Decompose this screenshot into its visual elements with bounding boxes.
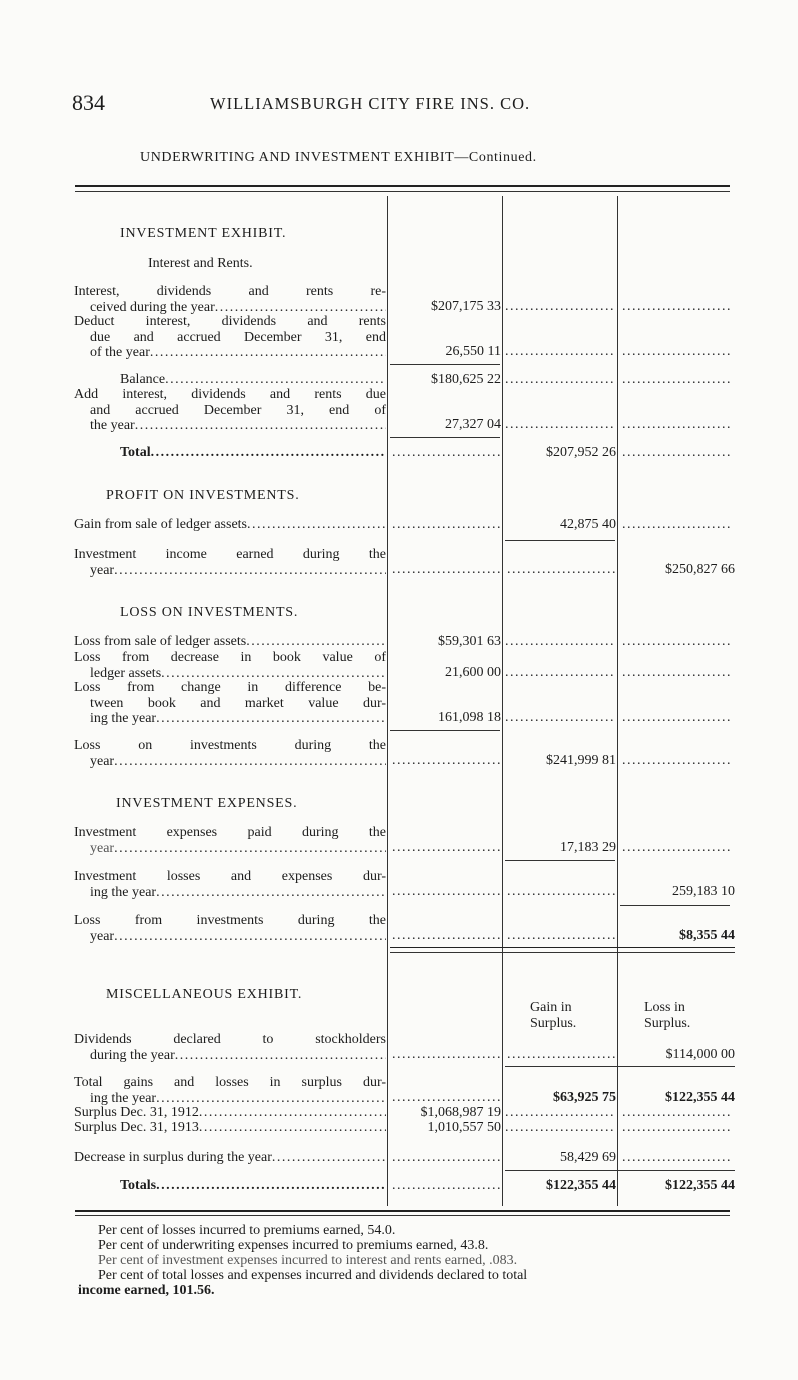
loss-change-value: 161,098 18 [438, 710, 501, 725]
loss-sale-value: $59,301 63 [438, 634, 501, 649]
row-add-label: Add interest, dividends and rents due and accrued December 31, end of the year . . . [74, 387, 386, 434]
footnote-underwriting: Per cent of underwriting expenses incurred to premiums earned, 43.8. [98, 1238, 489, 1253]
loss-total-value: $241,999 81 [546, 753, 616, 768]
add-value: 27,327 04 [445, 417, 501, 432]
surplus-1913-value: 1,010,557 50 [427, 1120, 501, 1135]
investment-exhibit-title: INVESTMENT EXHIBIT. [120, 226, 287, 241]
column-divider-2 [502, 196, 503, 1206]
row-loss-sale-label: Loss from sale of ledger assets . . . [74, 634, 386, 650]
interest-rents-subtitle: Interest and Rents. [148, 256, 253, 271]
gain-value: 42,875 40 [560, 517, 616, 532]
loss-in-surplus-header: Loss in Surplus. [644, 1000, 691, 1031]
gain-in-surplus-header: Gain in Surplus. [530, 1000, 577, 1031]
row-exp-net-label: Loss from investments during the year . . . [74, 913, 386, 944]
total-value: $207,952 26 [546, 445, 616, 460]
row-totals-label: Totals . . . [74, 1178, 386, 1194]
row-total-label: Total . . . [74, 445, 386, 461]
footnote-investment: Per cent of investment expenses incurred to interest and rents earned, .083. [98, 1253, 518, 1268]
row-gain-label: Gain from sale of ledger assets . . . [74, 517, 386, 533]
footnote-losses: Per cent of losses incurred to premiums earned, 54.0. [98, 1223, 396, 1238]
decrease-value: 58,429 69 [560, 1150, 616, 1165]
top-rule-inner [75, 191, 730, 192]
row-exp-paid-label: Investment expenses paid during the year . . . [74, 825, 386, 856]
row-decrease-label: Decrease in surplus during the year . . . [74, 1150, 386, 1166]
interest-received-value: $207,175 33 [431, 299, 501, 314]
row-exp-losses-label: Investment losses and expenses dur- ing the year . . . [74, 869, 386, 900]
misc-title: MISCELLANEOUS EXHIBIT. [106, 987, 303, 1002]
total-gl-gain-value: $63,925 75 [553, 1090, 616, 1105]
dividends-value: $114,000 00 [665, 1047, 735, 1062]
page-number: 834 [72, 90, 105, 115]
loss-title: LOSS ON INVESTMENTS. [120, 605, 299, 620]
row-loss-decrease-label: Loss from decrease in book value of ledger assets . . . [74, 650, 386, 681]
totals-loss-value: $122,355 44 [665, 1178, 735, 1193]
bottom-rule-inner [75, 1215, 730, 1216]
expenses-title: INVESTMENT EXPENSES. [116, 796, 298, 811]
row-deduct-label: Deduct interest, dividends and rents due and accrued December 31, end of the year . . . [74, 314, 386, 361]
exp-losses-value: 259,183 10 [672, 884, 735, 899]
exp-paid-value: 17,183 29 [560, 840, 616, 855]
column-divider-3 [617, 196, 618, 1206]
row-income-label: Investment income earned during the year . . . [74, 547, 386, 578]
income-value: $250,827 66 [665, 562, 735, 577]
row-surplus-1913-label: Surplus Dec. 31, 1913 . . . [74, 1120, 386, 1136]
footnote-total-cont: income earned, 101.56. [78, 1283, 215, 1298]
profit-title: PROFIT ON INVESTMENTS. [106, 488, 300, 503]
balance-value: $180,625 22 [431, 372, 501, 387]
total-gl-loss-value: $122,355 44 [665, 1090, 735, 1105]
row-loss-change-label: Loss from change in difference be- tween book and market value dur- ing the year . . . [74, 680, 386, 727]
exp-net-value: $8,355 44 [679, 928, 735, 943]
row-balance-label: Balance . . . [74, 372, 386, 388]
footnotes [78, 1223, 738, 1298]
loss-decrease-value: 21,600 00 [445, 665, 501, 680]
top-rule [75, 185, 730, 187]
bottom-rule [75, 1210, 730, 1212]
surplus-1912-value: $1,068,987 19 [420, 1105, 501, 1120]
row-loss-total-label: Loss on investments during the year . . . [74, 738, 386, 769]
deduct-value: 26,550 11 [445, 344, 501, 359]
row-total-gl-label: Total gains and losses in surplus dur- ing the year . . . [74, 1075, 386, 1106]
footnote-total: Per cent of total losses and expenses incurred and dividends declared to total [98, 1268, 528, 1283]
exhibit-subtitle: UNDERWRITING AND INVESTMENT EXHIBIT—Continued. [140, 150, 537, 165]
row-dividends-label: Dividends declared to stockholders during the year . . . [74, 1032, 386, 1063]
row-interest-received-label: Interest, dividends and rents re- ceived during the year . . . [74, 284, 386, 315]
totals-gain-value: $122,355 44 [546, 1178, 616, 1193]
running-title: WILLIAMSBURGH CITY FIRE INS. CO. [210, 94, 531, 113]
column-divider-1 [387, 196, 388, 1206]
row-surplus-1912-label: Surplus Dec. 31, 1912 . . . [74, 1105, 386, 1121]
